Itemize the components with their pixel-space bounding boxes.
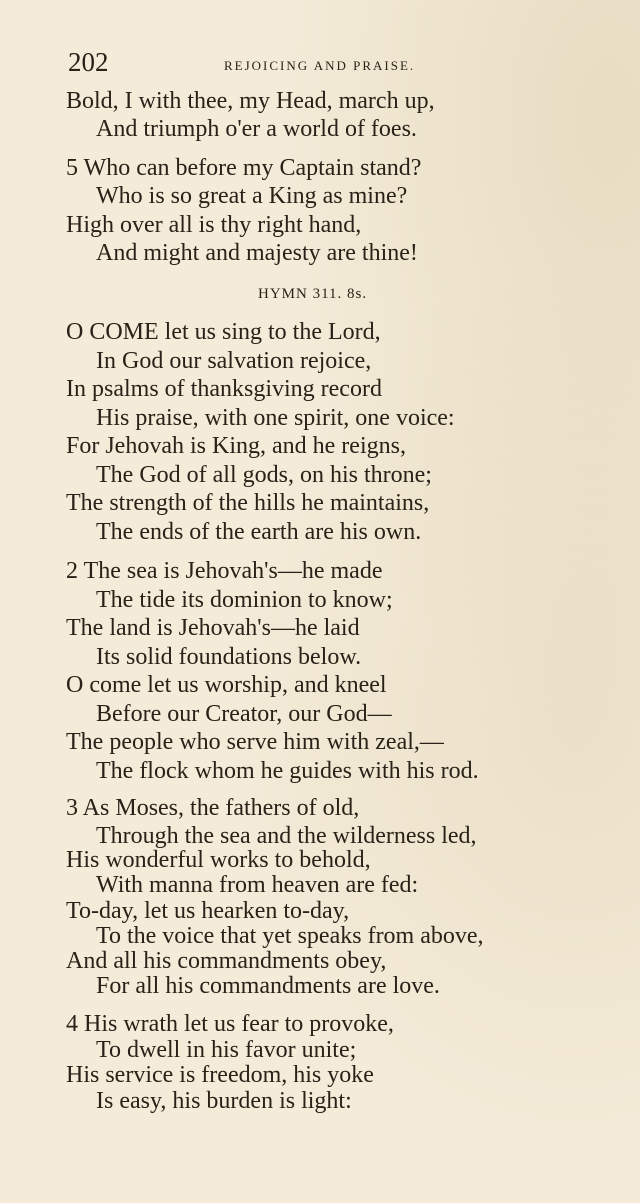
verse-line: And all his commandments obey, bbox=[66, 948, 387, 974]
verse-line: Who is so great a King as mine? bbox=[96, 183, 408, 209]
verse-line: To-day, let us hearken to-day, bbox=[66, 898, 350, 924]
verse-line: To the voice that yet speaks from above, bbox=[96, 923, 484, 949]
verse-line: O COME let us sing to the Lord, bbox=[66, 319, 381, 345]
verse-line: The tide its dominion to know; bbox=[96, 587, 393, 613]
verse-line: For Jehovah is King, and he reigns, bbox=[66, 433, 406, 459]
verse-line: Bold, I with thee, my Head, march up, bbox=[66, 88, 435, 114]
running-head: REJOICING AND PRAISE. bbox=[224, 58, 416, 73]
verse-line: The ends of the earth are his own. bbox=[96, 519, 422, 545]
verse-line: His wonderful works to behold, bbox=[66, 847, 371, 873]
verse-line: 2 The sea is Jehovah's—he made bbox=[66, 558, 383, 584]
verse-line: And might and majesty are thine! bbox=[96, 240, 418, 266]
verse-line: High over all is thy right hand, bbox=[66, 212, 362, 238]
verse-line: In psalms of thanksgiving record bbox=[66, 376, 382, 402]
verse-line: The land is Jehovah's—he laid bbox=[66, 615, 360, 641]
verse-line: With manna from heaven are fed: bbox=[96, 872, 419, 898]
verse-line: 5 Who can before my Captain stand? bbox=[66, 155, 422, 181]
verse-line: 3 As Moses, the fathers of old, bbox=[66, 795, 360, 821]
verse-line: For all his commandments are love. bbox=[96, 973, 440, 999]
verse-line: Through the sea and the wilderness led, bbox=[96, 823, 477, 849]
verse-line: The people who serve him with zeal,— bbox=[66, 729, 444, 755]
verse-line: The strength of the hills he maintains, bbox=[66, 490, 430, 516]
verse-line: The God of all gods, on his throne; bbox=[96, 462, 432, 488]
verse-line: In God our salvation rejoice, bbox=[96, 348, 372, 374]
verse-line: Before our Creator, our God— bbox=[96, 701, 392, 727]
hymn-heading: HYMN 311. 8s. bbox=[258, 286, 368, 302]
verse-line: His praise, with one spirit, one voice: bbox=[96, 405, 455, 431]
verse-line: His service is freedom, his yoke bbox=[66, 1062, 374, 1088]
verse-line: The flock whom he guides with his rod. bbox=[96, 758, 479, 784]
verse-line: Is easy, his burden is light: bbox=[96, 1088, 352, 1114]
page-number: 202 bbox=[68, 47, 109, 77]
verse-line: O come let us worship, and kneel bbox=[66, 672, 387, 698]
verse-line: 4 His wrath let us fear to provoke, bbox=[66, 1011, 394, 1037]
page-header bbox=[68, 47, 468, 81]
verse-line: Its solid foundations below. bbox=[96, 644, 362, 670]
verse-line: And triumph o'er a world of foes. bbox=[96, 116, 417, 142]
verse-line: To dwell in his favor unite; bbox=[96, 1037, 357, 1063]
